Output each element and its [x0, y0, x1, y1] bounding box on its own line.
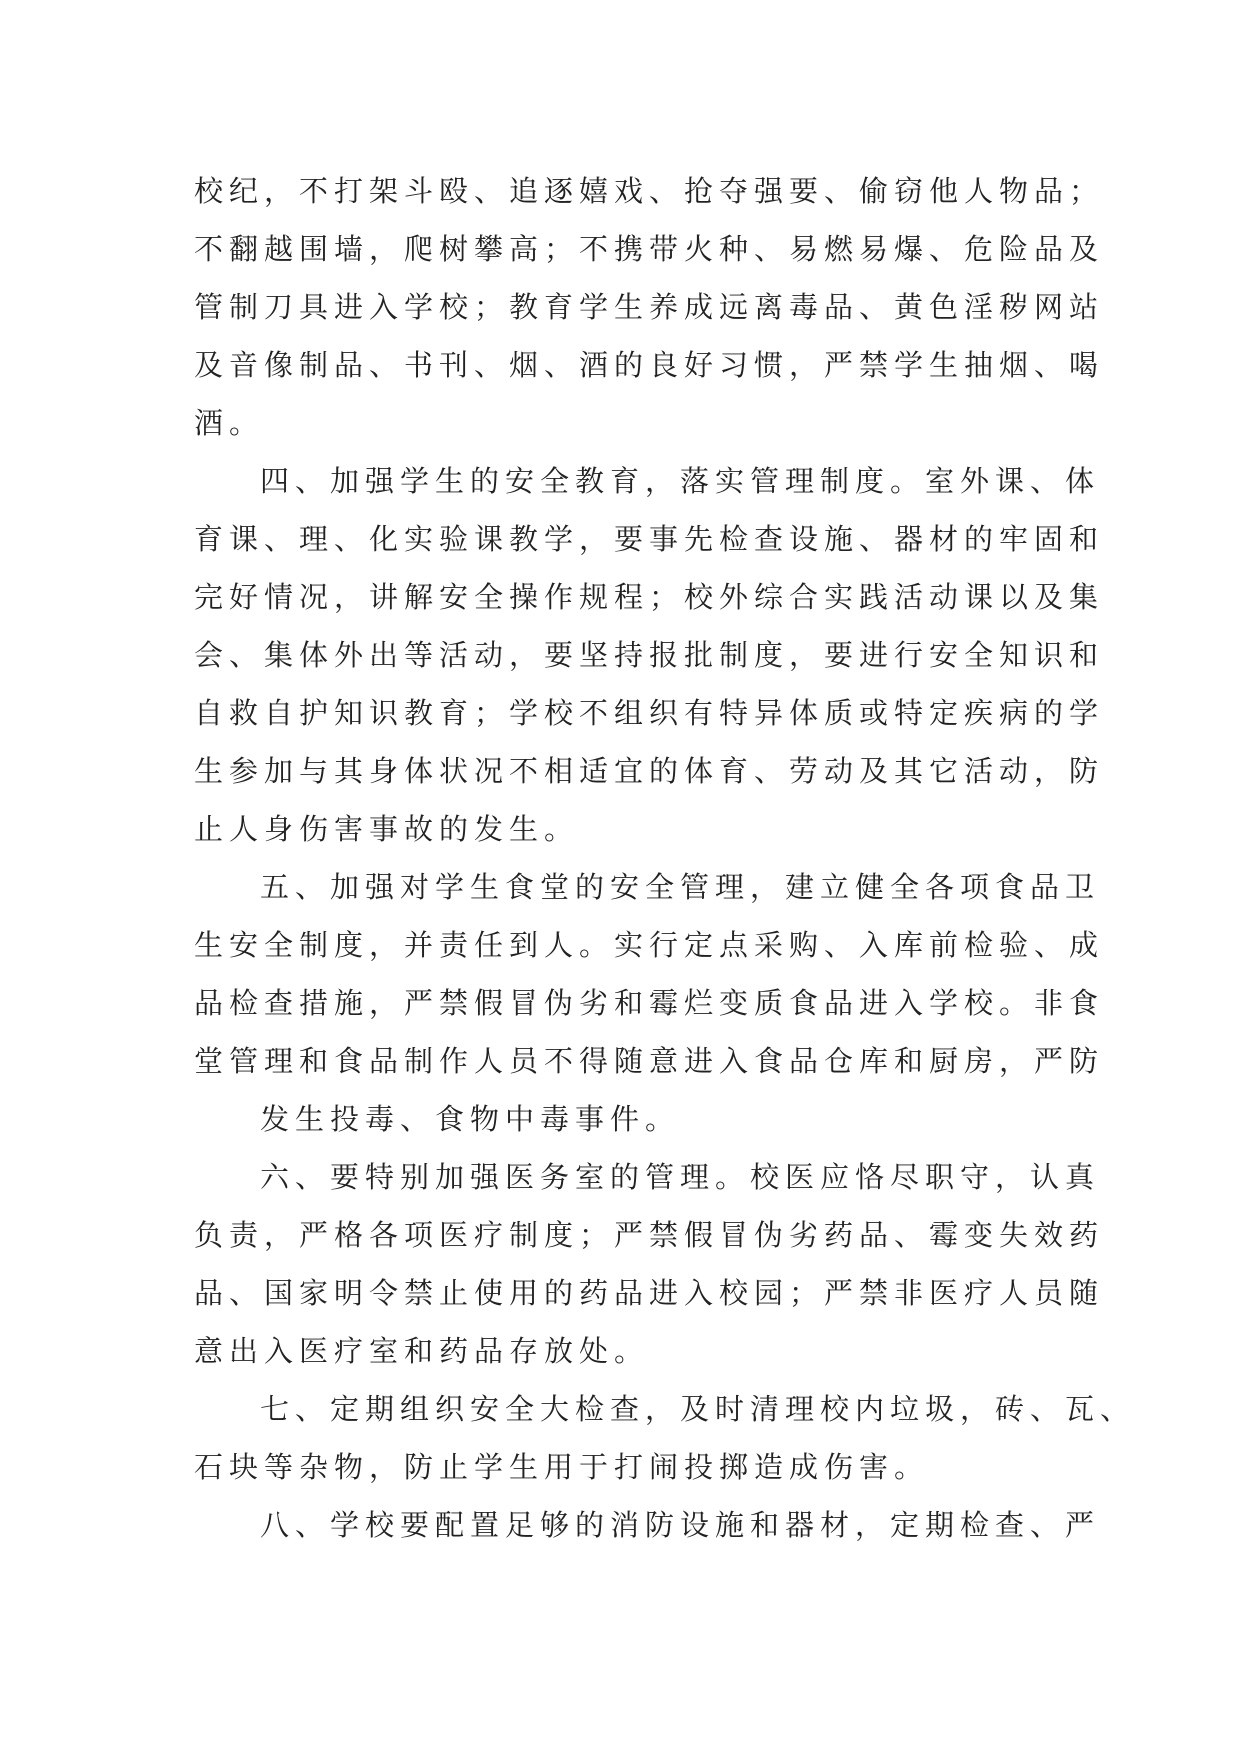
text-line-indented: 发生投毒、食物中毒事件。 [260, 1102, 681, 1136]
text-line: 品检查措施，严禁假冒伪劣和霉烂变质食品进入学校。非食 [194, 986, 1105, 1020]
paragraph-8-start: 八、学校要配置足够的消防设施和器材，定期检查、严 [260, 1508, 1101, 1542]
text-line: 不翻越围墙，爬树攀高；不携带火种、易燃易爆、危险品及 [194, 232, 1105, 266]
paragraph-4-start: 四、加强学生的安全教育，落实管理制度。室外课、体 [260, 464, 1101, 498]
text-line: 石块等杂物，防止学生用于打闹投掷造成伤害。 [194, 1450, 930, 1484]
paragraph-5-start: 五、加强对学生食堂的安全管理，建立健全各项食品卫 [260, 870, 1101, 904]
text-line: 意出入医疗室和药品存放处。 [194, 1334, 650, 1368]
text-line: 育课、理、化实验课教学，要事先检查设施、器材的牢固和 [194, 522, 1105, 556]
text-line: 品、国家明令禁止使用的药品进入校园；严禁非医疗人员随 [194, 1276, 1105, 1310]
text-line: 管制刀具进入学校；教育学生养成远离毒品、黄色淫秽网站 [194, 290, 1105, 324]
text-line: 校纪，不打架斗殴、追逐嬉戏、抢夺强要、偷窃他人物品； [194, 174, 1105, 208]
text-line: 生参加与其身体状况不相适宜的体育、劳动及其它活动，防 [194, 754, 1105, 788]
text-line: 堂管理和食品制作人员不得随意进入食品仓库和厨房，严防 [194, 1044, 1105, 1078]
text-line: 完好情况，讲解安全操作规程；校外综合实践活动课以及集 [194, 580, 1105, 614]
paragraph-6-start: 六、要特别加强医务室的管理。校医应恪尽职守，认真 [260, 1160, 1101, 1194]
text-line: 负责，严格各项医疗制度；严禁假冒伪劣药品、霉变失效药 [194, 1218, 1105, 1252]
text-line: 止人身伤害事故的发生。 [194, 812, 580, 846]
text-line: 酒。 [194, 406, 265, 440]
paragraph-7-start: 七、定期组织安全大检查，及时清理校内垃圾，砖、瓦、 [260, 1392, 1136, 1426]
text-line: 自救自护知识教育；学校不组织有特异体质或特定疾病的学 [194, 696, 1105, 730]
text-line: 生安全制度，并责任到人。实行定点采购、入库前检验、成 [194, 928, 1105, 962]
document-body [194, 162, 1136, 1554]
text-line: 及音像制品、书刊、烟、酒的良好习惯，严禁学生抽烟、喝 [194, 348, 1105, 382]
text-line: 会、集体外出等活动，要坚持报批制度，要进行安全知识和 [194, 638, 1105, 672]
